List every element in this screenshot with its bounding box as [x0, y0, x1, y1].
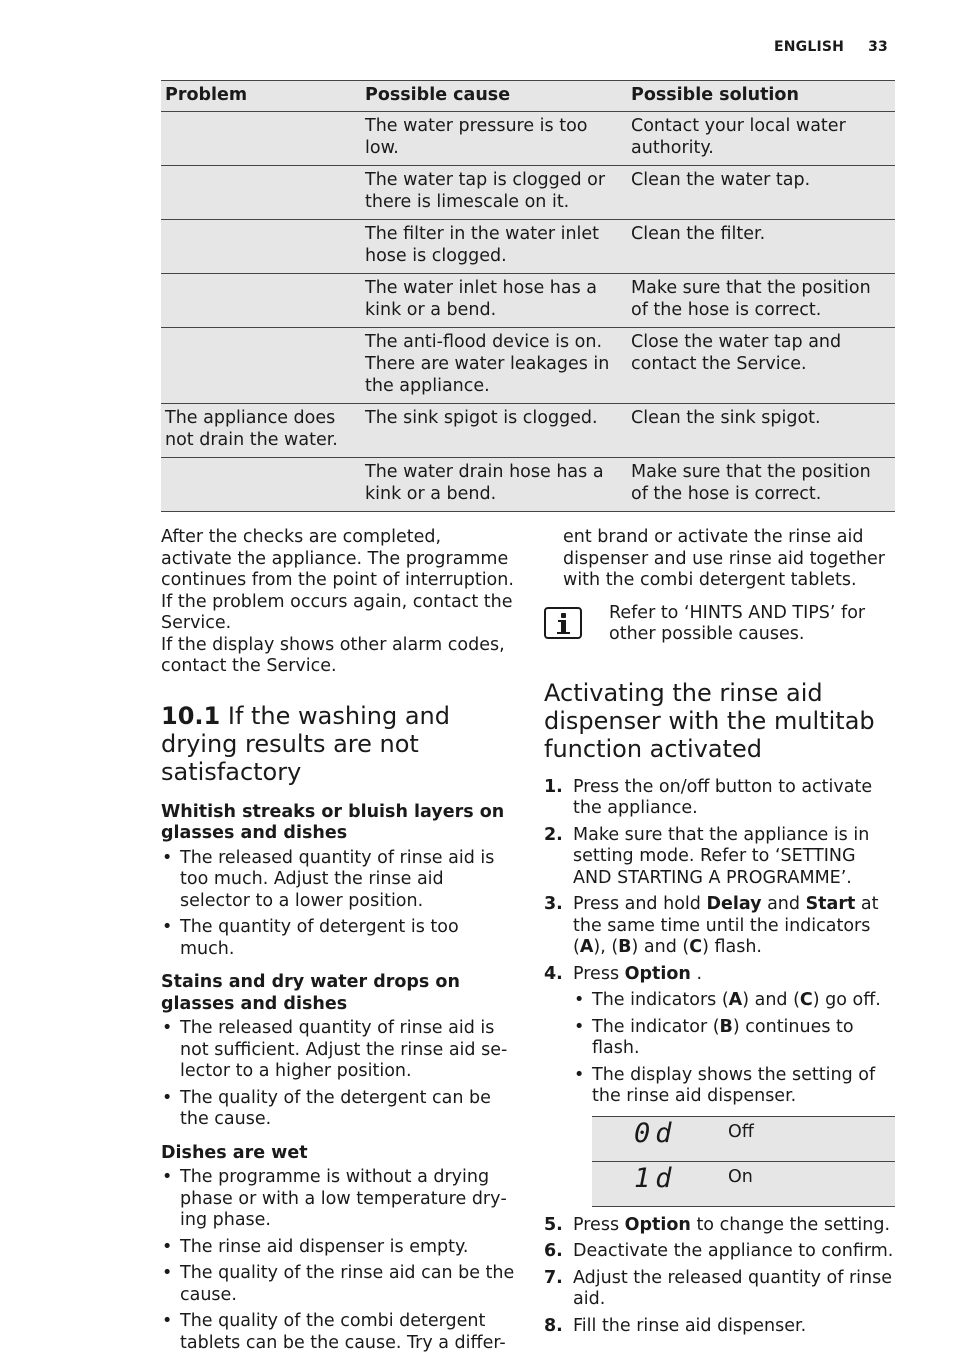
cell-cause: The water drain hose has a kink or a bend.	[361, 458, 627, 512]
cell-problem	[161, 166, 361, 220]
subheading: Whitish streaks or bluish layers on glasses and dishes	[161, 801, 505, 843]
step-text: Press and hold	[573, 894, 707, 914]
left-column	[161, 527, 517, 1359]
table-row	[161, 274, 895, 328]
table-row	[592, 1161, 895, 1206]
table-row	[161, 458, 895, 512]
setting-label: On	[728, 1161, 895, 1206]
indicator-a: A	[579, 937, 594, 957]
step-text: Adjust the released quantity of rinse aid.	[573, 1267, 893, 1309]
option-label: Option	[624, 963, 691, 984]
cell-problem	[161, 112, 361, 166]
cell-problem	[161, 328, 361, 404]
step-text: at the same time until the indicators (	[573, 894, 879, 957]
step-number: 8.	[544, 1315, 563, 1336]
section-title: If the washing and drying results are not satisfactory	[161, 701, 450, 786]
info-icon	[544, 607, 582, 639]
indicator-c: C	[799, 990, 813, 1010]
section-title: Activating the rinse aid dispenser with the multitab function activated	[544, 678, 875, 763]
sub-bullet-list	[573, 990, 896, 1108]
start-label: Start	[805, 894, 856, 914]
intro-paragraph: If the problem occurs again, contact the Service.	[161, 591, 513, 633]
cell-solution: Make sure that the position of the hose is correct.	[627, 458, 895, 512]
cell-cause: The water tap is clogged or there is limescale on it.	[361, 166, 627, 220]
cell-cause: The filter in the water inlet hose is clogged.	[361, 220, 627, 274]
continued-paragraph: ent brand or activate the rinse aid dispenser and use rinse aid together with the combi detergent tablets.	[563, 527, 885, 590]
step-text: ) flash.	[702, 937, 762, 957]
step-text: .	[690, 963, 703, 984]
info-text: Refer to ‘HINTS AND TIPS’ for other possible causes.	[609, 602, 866, 644]
list-item: • The released quantity of rinse aid is too much. Adjust the rinse aid selector to a lower position.	[161, 848, 517, 913]
step-text: ) and (	[631, 937, 690, 957]
step-item	[544, 825, 896, 890]
step-text: Make sure that the appliance is in setting mode. Refer to ‘SETTING AND STARTING A PROGRAMME’.	[573, 824, 870, 888]
table-row	[161, 166, 895, 220]
troubleshooting-table	[161, 80, 895, 512]
step-text: Deactivate the appliance to confirm.	[573, 1241, 894, 1261]
cell-cause: The water pressure is too low.	[361, 112, 627, 166]
step-item	[544, 1215, 896, 1237]
item-text: The indicators (	[592, 990, 729, 1010]
intro-paragraph: After the checks are completed, activate the appliance. The programme continues from the point of interruption.	[161, 527, 514, 590]
right-column	[544, 527, 896, 1342]
step-text: and	[761, 894, 806, 914]
language-label: ENGLISH	[774, 39, 845, 55]
item-text: ) continues to flash.	[592, 1016, 854, 1058]
step-text: Press	[573, 963, 625, 984]
cell-solution: Clean the water tap.	[627, 166, 895, 220]
step-text: Press	[573, 1214, 625, 1235]
info-note	[544, 603, 896, 646]
setting-label: Off	[728, 1116, 895, 1161]
cell-solution: Clean the filter.	[627, 220, 895, 274]
delay-label: Delay	[706, 894, 762, 914]
steps-list	[544, 777, 896, 1108]
table-header-row	[161, 81, 895, 112]
step-item	[544, 777, 896, 820]
cell-solution: Contact your local water authority.	[627, 112, 895, 166]
bullet-list	[161, 1167, 517, 1354]
intro-paragraph: If the display shows other alarm codes, contact the Service.	[161, 634, 505, 676]
indicator-a: A	[728, 990, 743, 1010]
table-row	[161, 328, 895, 404]
indicator-c: C	[689, 937, 703, 957]
steps-list	[544, 1215, 896, 1338]
step-item	[544, 894, 896, 959]
step-text: ), (	[593, 937, 619, 957]
column-header-cause: Possible cause	[361, 81, 627, 112]
table-row	[592, 1116, 895, 1161]
list-item: • The programme is without a drying phase or with a low temperature drying phase.	[161, 1167, 517, 1232]
display-symbol-cell	[592, 1161, 728, 1206]
step-number: 6.	[544, 1241, 563, 1261]
page-header	[774, 39, 888, 55]
step-text: Fill the rinse aid dispenser.	[573, 1315, 807, 1336]
item-text: The indicator (	[592, 1016, 720, 1037]
list-item: • The quantity of detergent is too much.	[161, 917, 517, 960]
table-row	[161, 404, 895, 458]
bullet-list	[161, 1018, 517, 1131]
option-label: Option	[624, 1214, 691, 1235]
list-item: • The released quantity of rinse aid is not sufficient. Adjust the rinse aid selector to a higher position.	[161, 1018, 517, 1083]
cell-solution: Clean the sink spigot.	[627, 404, 895, 458]
list-item: • The quality of the detergent can be the cause.	[161, 1088, 517, 1131]
display-symbol: 1d	[634, 1162, 677, 1194]
cell-problem: The appliance does not drain the water.	[161, 404, 361, 458]
step-number: 1.	[544, 776, 563, 797]
step-number: 2.	[544, 824, 563, 845]
step-number: 4.	[544, 963, 563, 984]
list-item: • The display shows the setting of the rinse aid dispenser.	[573, 1065, 896, 1108]
cell-problem	[161, 220, 361, 274]
list-item: • The quality of the combi detergent tablets can be the cause. Try a differ-	[161, 1311, 517, 1354]
subheading: Dishes are wet	[161, 1142, 308, 1163]
cell-cause: The anti-flood device is on. There are water leakages in the appliance.	[361, 328, 627, 404]
step-text: to change the setting.	[690, 1214, 891, 1235]
step-number: 5.	[544, 1214, 563, 1235]
display-symbol: 0d	[634, 1117, 677, 1149]
display-symbol-cell	[592, 1116, 728, 1161]
list-item: • The quality of the rinse aid can be the cause.	[161, 1263, 517, 1306]
list-item	[573, 1017, 896, 1060]
list-item: • The rinse aid dispenser is empty.	[161, 1237, 517, 1259]
step-item	[544, 1241, 896, 1263]
item-text: ) go off.	[812, 990, 881, 1010]
step-item	[544, 964, 896, 1108]
step-number: 3.	[544, 894, 563, 914]
step-item	[544, 1316, 896, 1338]
subheading: Stains and dry water drops on glasses and dishes	[161, 972, 460, 1014]
cell-problem	[161, 274, 361, 328]
display-setting-table	[592, 1116, 895, 1207]
indicator-b: B	[618, 937, 632, 957]
section-number: 10.1	[161, 701, 221, 730]
list-item	[573, 990, 896, 1012]
column-header-problem: Problem	[161, 81, 361, 112]
item-text: ) and (	[742, 990, 800, 1010]
page-number: 33	[868, 39, 888, 55]
table-row	[161, 112, 895, 166]
column-header-solution: Possible solution	[627, 81, 895, 112]
bullet-list	[161, 848, 517, 961]
step-number: 7.	[544, 1267, 563, 1288]
cell-solution: Close the water tap and contact the Service.	[627, 328, 895, 404]
cell-cause: The sink spigot is clogged.	[361, 404, 627, 458]
step-item	[544, 1268, 896, 1311]
cell-solution: Make sure that the position of the hose is correct.	[627, 274, 895, 328]
cell-cause: The water inlet hose has a kink or a bend.	[361, 274, 627, 328]
step-text: Press the on/off button to activate the appliance.	[573, 776, 873, 818]
table-row	[161, 220, 895, 274]
section-heading	[161, 702, 517, 786]
cell-problem	[161, 458, 361, 512]
indicator-b: B	[719, 1016, 733, 1037]
